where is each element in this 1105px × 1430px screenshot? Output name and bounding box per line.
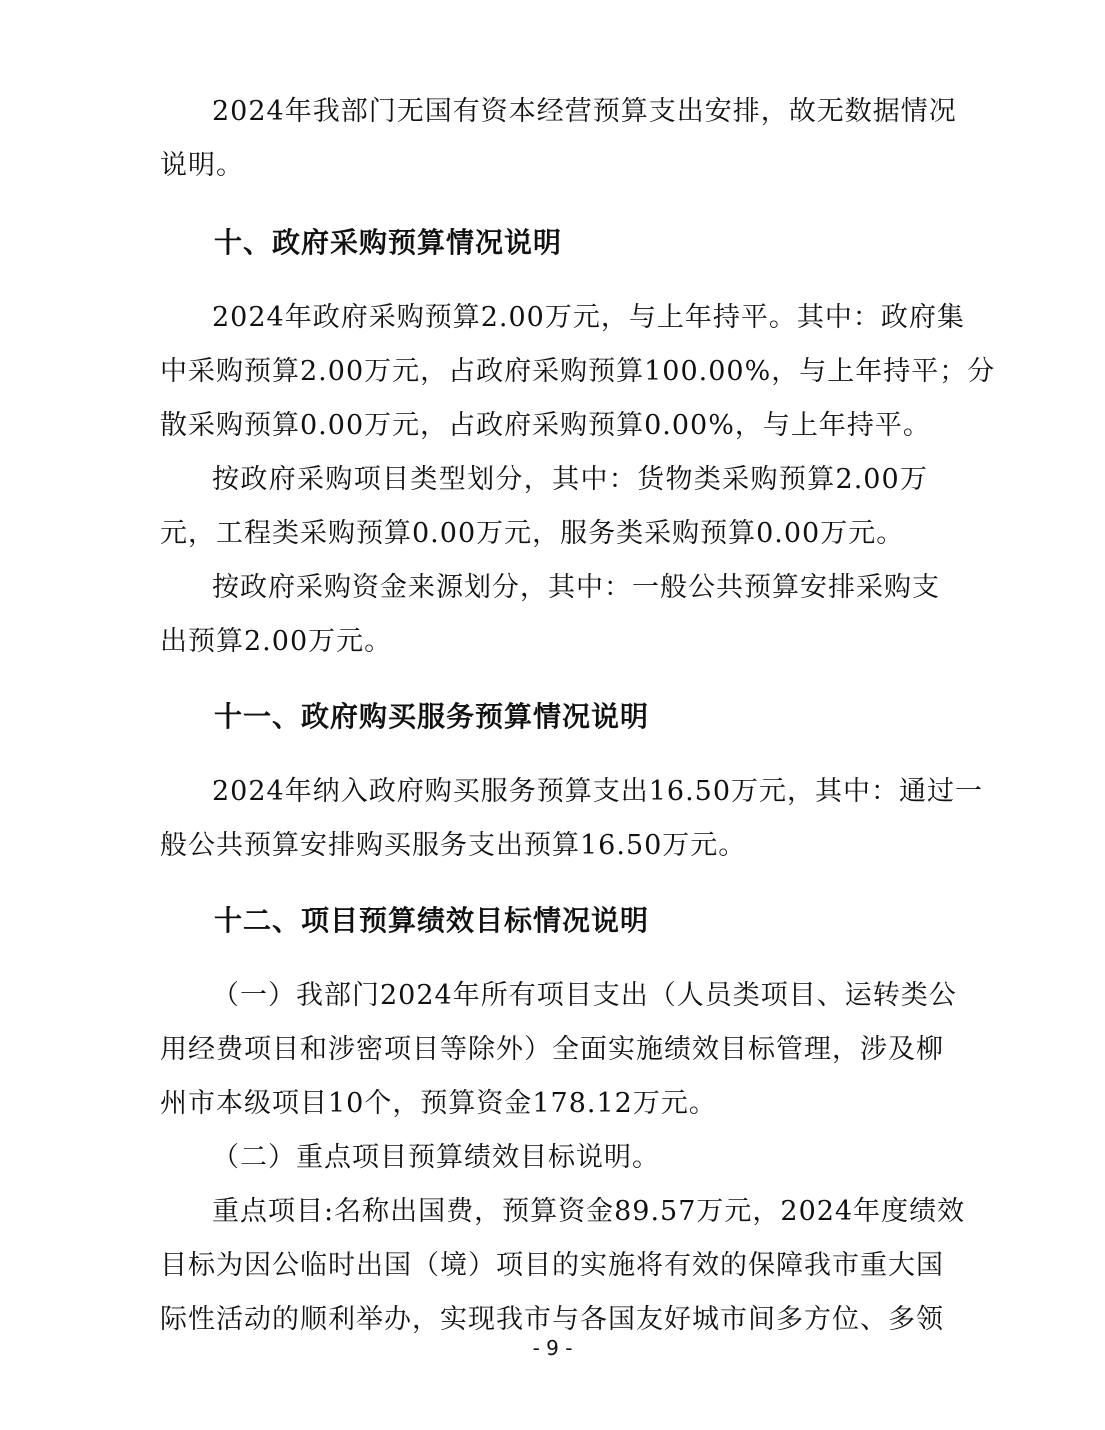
paragraph-line: 出预算2.00万元。 [160,626,393,657]
paragraph-line: 元，工程类采购预算0.00万元，服务类采购预算0.00万元。 [160,518,905,549]
paragraph-line: 2024年我部门无国有资本经营预算支出安排，故无数据情况 [212,96,957,127]
page-number: - 9 - [532,1336,573,1360]
section-heading: 十二、项目预算绩效目标情况说明 [214,904,650,937]
paragraph-line: 按政府采购项目类型划分，其中：货物类采购预算2.00万 [212,464,928,495]
paragraph-line: 中采购预算2.00万元，占政府采购预算100.00%，与上年持平；分 [160,356,996,387]
paragraph-line: 重点项目:名称出国费，预算资金89.57万元，2024年度绩效 [212,1196,966,1227]
paragraph-line: （一）我部门2024年所有项目支出（人员类项目、运转类公 [212,980,957,1011]
paragraph-line: 般公共预算安排购买服务支出预算16.50万元。 [160,830,747,861]
paragraph-line: 按政府采购资金来源划分，其中：一般公共预算安排采购支 [212,572,940,603]
paragraph-line: 际性活动的顺利举办，实现我市与各国友好城市间多方位、多领 [160,1304,944,1335]
paragraph-line: 目标为因公临时出国（境）项目的实施将有效的保障我市重大国 [160,1250,944,1281]
section-heading: 十一、政府购买服务预算情况说明 [214,700,650,733]
section-heading: 十、政府采购预算情况说明 [214,226,563,259]
paragraph-line: （二）重点项目预算绩效目标说明。 [212,1142,660,1173]
paragraph-line: 2024年纳入政府购买服务预算支出16.50万元，其中：通过一 [212,776,984,807]
paragraph-line: 散采购预算0.00万元，占政府采购预算0.00%，与上年持平。 [160,410,931,441]
paragraph-line: 用经费项目和涉密项目等除外）全面实施绩效目标管理，涉及柳 [160,1034,944,1065]
paragraph-line: 说明。 [160,150,244,181]
paragraph-line: 2024年政府采购预算2.00万元，与上年持平。其中：政府集 [212,302,965,333]
paragraph-line: 州市本级项目10个，预算资金178.12万元。 [160,1088,717,1119]
